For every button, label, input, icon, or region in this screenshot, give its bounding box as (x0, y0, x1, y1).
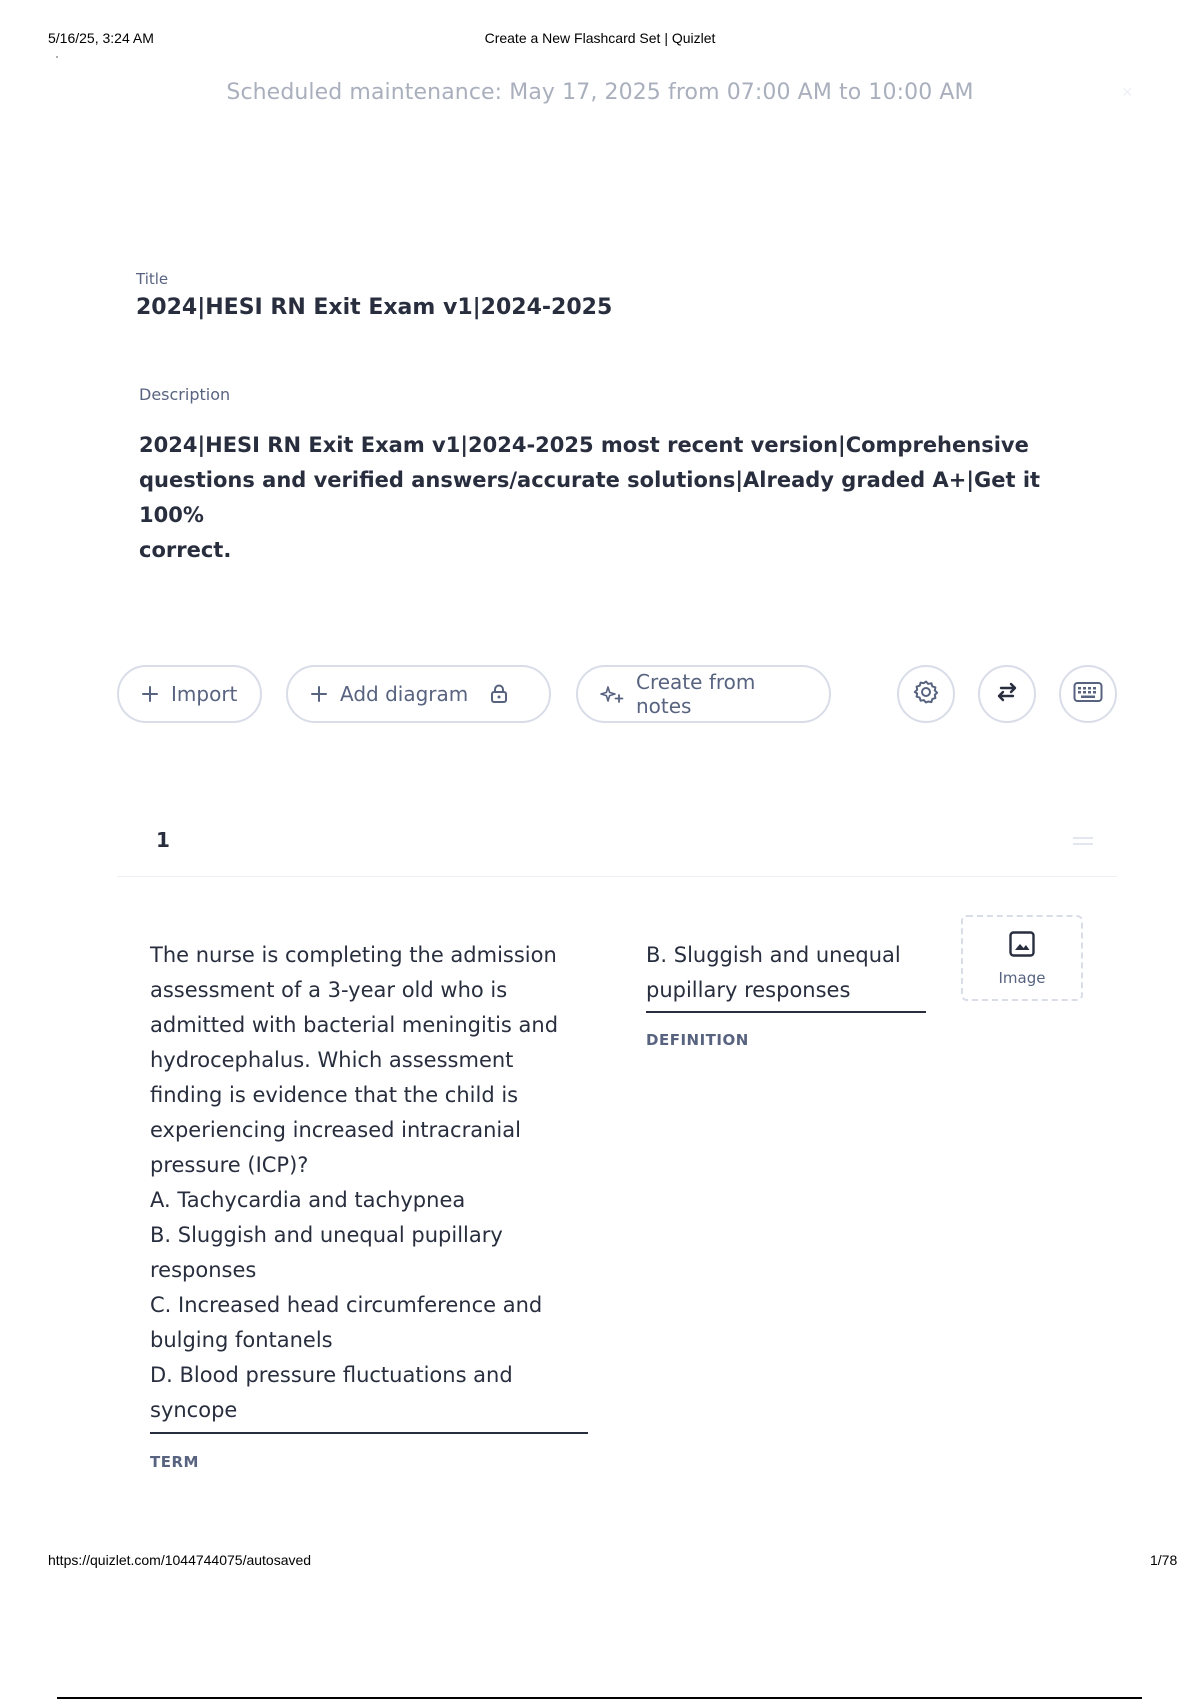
definition-line: pupillary responses (646, 978, 851, 1002)
banner-close-icon[interactable]: × (1122, 82, 1133, 102)
keyboard-icon (1073, 681, 1103, 708)
lock-icon (490, 684, 508, 704)
swap-arrows-icon (993, 678, 1021, 711)
create-from-notes-button[interactable] (576, 665, 831, 723)
swap-button[interactable] (978, 665, 1036, 723)
term-line: pressure (ICP)? (150, 1153, 309, 1177)
drag-handle-icon[interactable] (1072, 834, 1094, 853)
import-label: Import (171, 682, 238, 706)
term-underline (150, 1432, 588, 1434)
sparkle-icon (600, 684, 624, 704)
definition-field[interactable] (646, 938, 946, 1008)
bottom-rule (57, 1697, 1142, 1699)
term-line: assessment of a 3-year old who is (150, 978, 508, 1002)
import-button[interactable] (117, 665, 262, 723)
settings-button[interactable] (897, 665, 955, 723)
print-date: 5/16/25, 3:24 AM (48, 30, 154, 46)
image-label: Image (998, 968, 1046, 987)
create-from-notes-label: Create from notes (636, 670, 756, 718)
tiny-dot (56, 56, 58, 58)
term-line: experiencing increased intracranial (150, 1118, 521, 1142)
term-line: bulging fontanels (150, 1328, 333, 1352)
term-line: syncope (150, 1398, 238, 1422)
title-label: Title (136, 270, 169, 288)
card-number: 1 (156, 828, 170, 852)
print-page-title: Create a New Flashcard Set | Quizlet (484, 30, 716, 46)
description-line: 2024|HESI RN Exit Exam v1|2024-2025 most recent version|Comprehensive (139, 433, 1029, 457)
plus-icon (141, 685, 159, 703)
term-line: B. Sluggish and unequal pupillary (150, 1223, 503, 1247)
term-line: responses (150, 1258, 257, 1282)
description-line: correct. (139, 538, 232, 562)
term-label: TERM (150, 1453, 199, 1471)
add-diagram-button[interactable] (286, 665, 551, 723)
card-divider (117, 876, 1117, 877)
add-image-button[interactable] (961, 915, 1083, 1001)
definition-label: DEFINITION (646, 1031, 749, 1049)
term-line: hydrocephalus. Which assessment (150, 1048, 514, 1072)
term-line: admitted with bacterial meningitis and (150, 1013, 559, 1037)
term-line: The nurse is completing the admission (150, 943, 557, 967)
term-field[interactable] (150, 938, 590, 1428)
description-label: Description (139, 385, 231, 404)
term-line: finding is evidence that the child is (150, 1083, 519, 1107)
title-field[interactable]: 2024|HESI RN Exit Exam v1|2024-2025 (136, 295, 613, 320)
definition-underline (646, 1011, 926, 1013)
keyboard-shortcuts-button[interactable] (1059, 665, 1117, 723)
image-icon (1008, 930, 1036, 963)
description-line: questions and verified answers/accurate solutions|Already graded A+|Get it 100% (139, 468, 1041, 527)
add-diagram-label: Add diagram (340, 682, 469, 706)
print-page-number: 1/78 (1150, 1552, 1178, 1568)
maintenance-banner: Scheduled maintenance: May 17, 2025 from 07:00 AM to 10:00 AM (226, 80, 974, 105)
term-line: C. Increased head circumference and (150, 1293, 543, 1317)
term-line: A. Tachycardia and tachypnea (150, 1188, 466, 1212)
term-line: D. Blood pressure fluctuations and (150, 1363, 513, 1387)
description-field[interactable] (139, 428, 1049, 568)
plus-icon (310, 685, 328, 703)
definition-line: B. Sluggish and unequal (646, 943, 901, 967)
gear-icon (912, 678, 940, 711)
print-url: https://quizlet.com/1044744075/autosaved (48, 1552, 312, 1568)
